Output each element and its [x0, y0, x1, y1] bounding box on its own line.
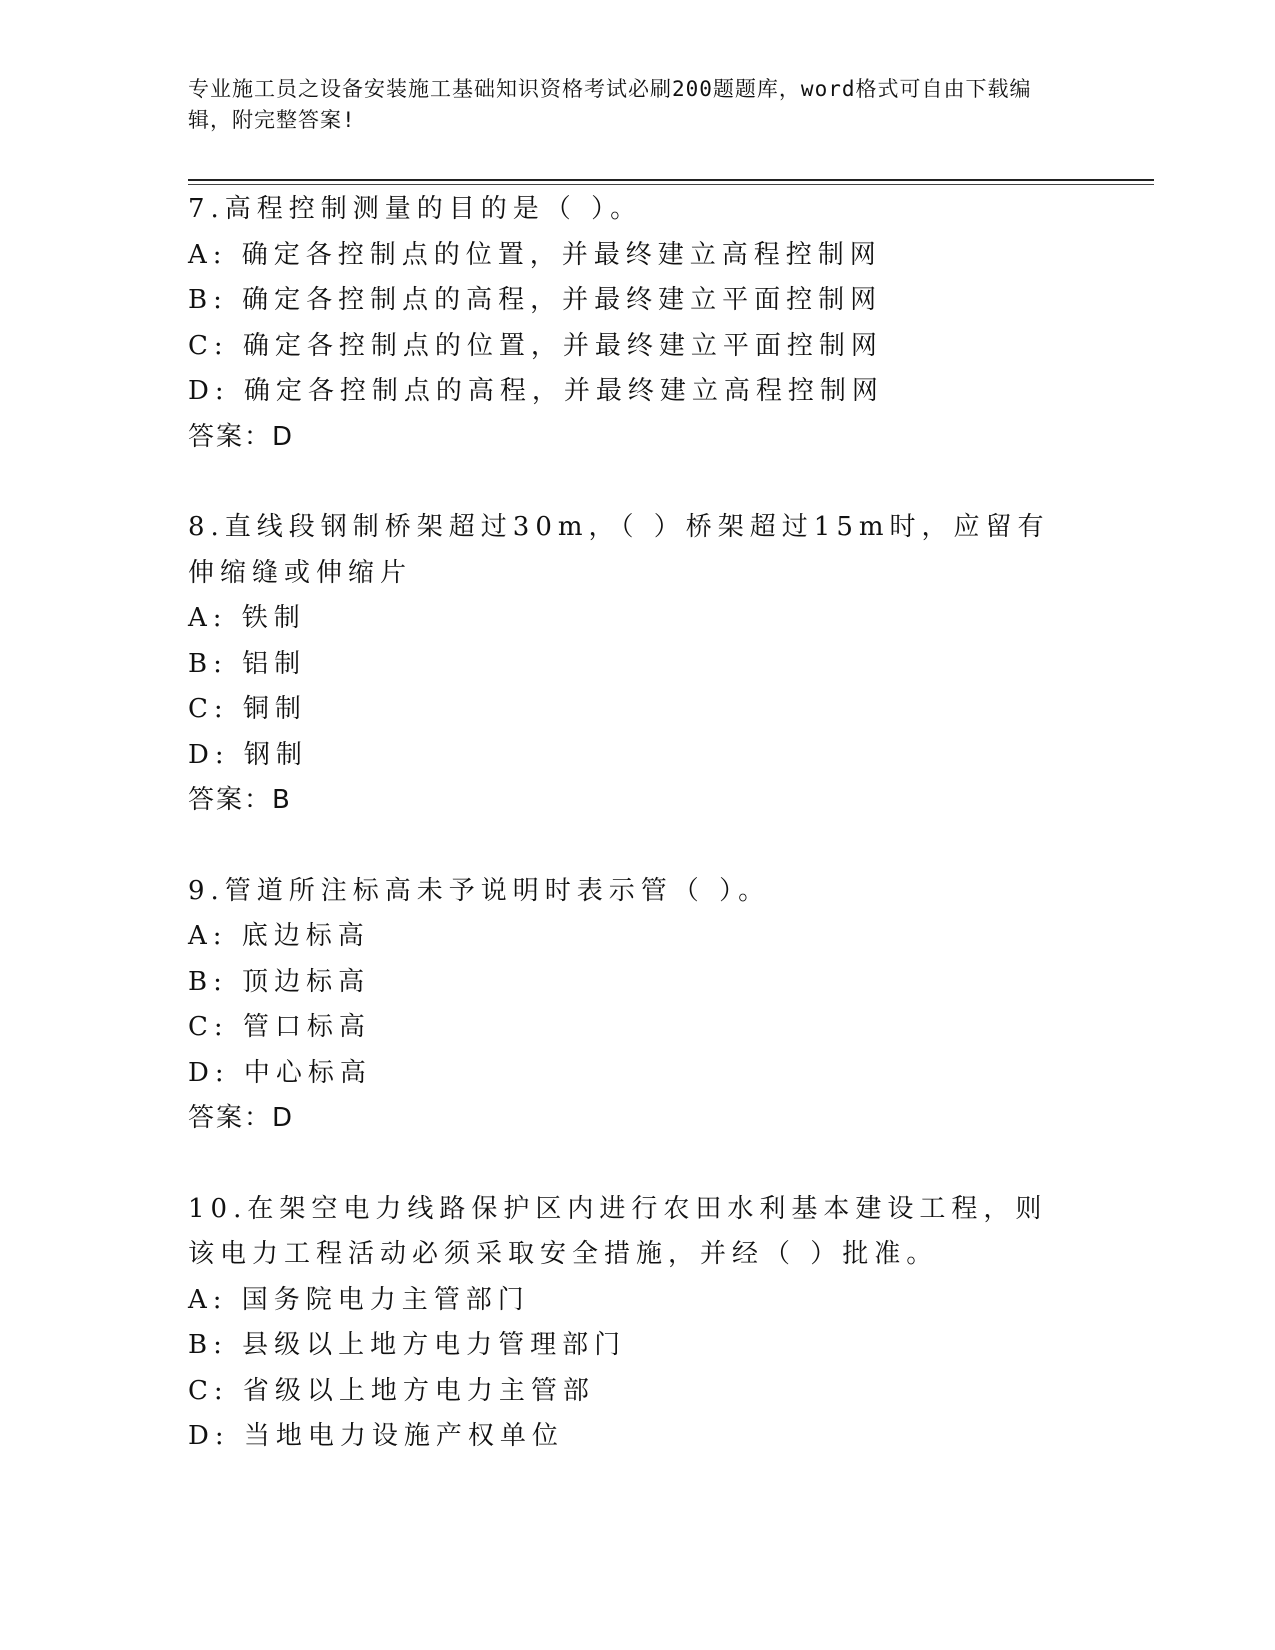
option-d: D: 确定各控制点的高程，并最终建立高程控制网 — [188, 376, 884, 406]
option-b: B: 顶边标高 — [188, 966, 371, 997]
option-c: C: 铜制 — [188, 694, 307, 724]
question-9 — [188, 869, 1088, 1142]
option-b: B: 县级以上地方电力管理部门 — [188, 1330, 627, 1360]
option-c: C: 省级以上地方电力主管部 — [188, 1375, 595, 1406]
question-list — [188, 187, 1088, 1505]
document-header: 专业施工员之设备安装施工基础知识资格考试必刷200题题库，word格式可自由下载编辑，附完整答案! — [188, 77, 1032, 132]
question-stem: 8.直线段钢制桥架超过30m，（ ）桥架超过15m时，应留有伸缩缝或伸缩片 — [188, 512, 1050, 588]
question-stem: 9.管道所注标高未予说明时表示管（ ）。 — [188, 875, 771, 906]
option-d: D: 钢制 — [188, 739, 308, 770]
header-divider-thin — [188, 184, 1154, 185]
option-d: D: 当地电力设施产权单位 — [188, 1421, 564, 1451]
answer-label: 答案：D — [188, 1103, 295, 1133]
option-c: C: 管口标高 — [188, 1012, 371, 1042]
option-a: A: 铁制 — [188, 603, 306, 633]
option-a: A: 确定各控制点的位置，并最终建立高程控制网 — [188, 239, 882, 270]
question-7 — [188, 187, 1088, 460]
answer-label: 答案：D — [188, 421, 295, 452]
option-a: A: 国务院电力主管部门 — [188, 1284, 530, 1315]
option-a: A: 底边标高 — [188, 921, 370, 951]
header-divider-thick — [188, 179, 1154, 181]
question-8 — [188, 505, 1088, 824]
option-d: D: 中心标高 — [188, 1057, 372, 1088]
answer-label: 答案：B — [188, 785, 292, 815]
option-b: B: 铝制 — [188, 648, 307, 679]
option-c: C: 确定各控制点的位置，并最终建立平面控制网 — [188, 330, 883, 361]
option-b: B: 确定各控制点的高程，并最终建立平面控制网 — [188, 285, 883, 315]
question-stem: 7.高程控制测量的目的是（ ）。 — [188, 194, 643, 224]
question-stem: 10.在架空电力线路保护区内进行农田水利基本建设工程，则该电力工程活动必须采取安全措施，并经（ ）批准。 — [188, 1193, 1048, 1269]
question-10 — [188, 1187, 1088, 1460]
